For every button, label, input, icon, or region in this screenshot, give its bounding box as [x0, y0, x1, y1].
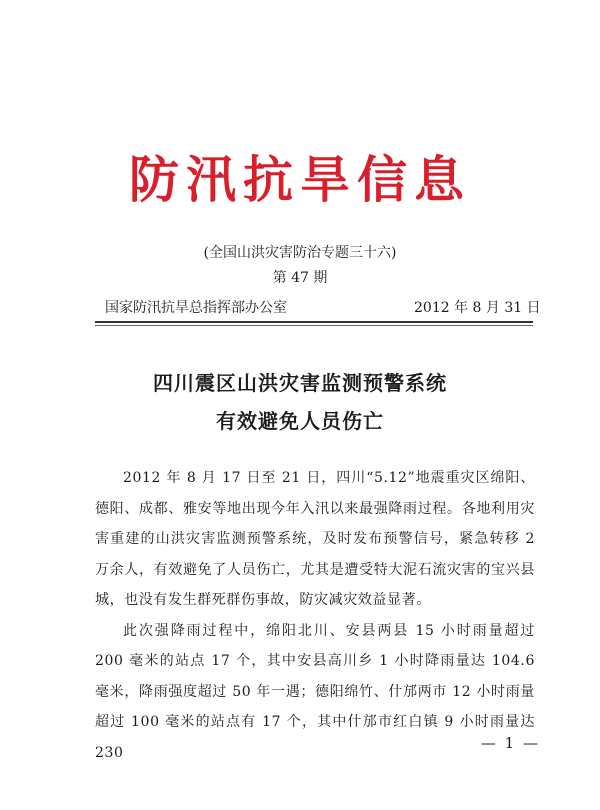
issue-date: 2012 年 8 月 31 日: [414, 300, 541, 316]
paragraph-1: 2012 年 8 月 17 日至 21 日，四川“5.12”地震重灾区绵阳、德阳、成都、雅安等地出现今年入汛以来最强降雨过程。各地利用灾害重建的山洪灾害监测预警系统，及时发布预警信号，紧急转移 2 万余人，有效避免了人员伤亡，尤其是遭受特大泥石流灾害的宝兴县城，也没有发生群死群伤事故，防灾减灾效益显著。: [95, 470, 535, 608]
header-rule-thin: [95, 325, 533, 326]
article-headline-line1: 四川震区山洪灾害监测预警系统: [153, 371, 447, 395]
series-subtitle: (全国山洪灾害防治专题三十六): [203, 245, 397, 261]
paragraph-2: 此次强降雨过程中，绵阳北川、安县两县 15 小时雨量超过 200 毫米的站点 17 个，其中安县高川乡 1 小时降雨量达 104.6 毫米，降雨强度超过 50 年一遇；德阳绵竹、什邡两市 12 小时雨量超过 100 毫米的站点有 17 个，其中什邡市红白镇 9 小时雨量达 230: [95, 622, 535, 761]
masthead-title: 防汛抗旱信息: [129, 150, 471, 209]
issue-number: 第 47 期: [272, 270, 328, 286]
article-body: [95, 463, 535, 768]
header-rule-thick: [95, 321, 533, 323]
page-number: — 1 —: [480, 734, 540, 752]
issuing-office: 国家防汛抗旱总指挥部办公室: [105, 300, 287, 316]
article-headline-line2: 有效避免人员伤亡: [216, 409, 384, 433]
